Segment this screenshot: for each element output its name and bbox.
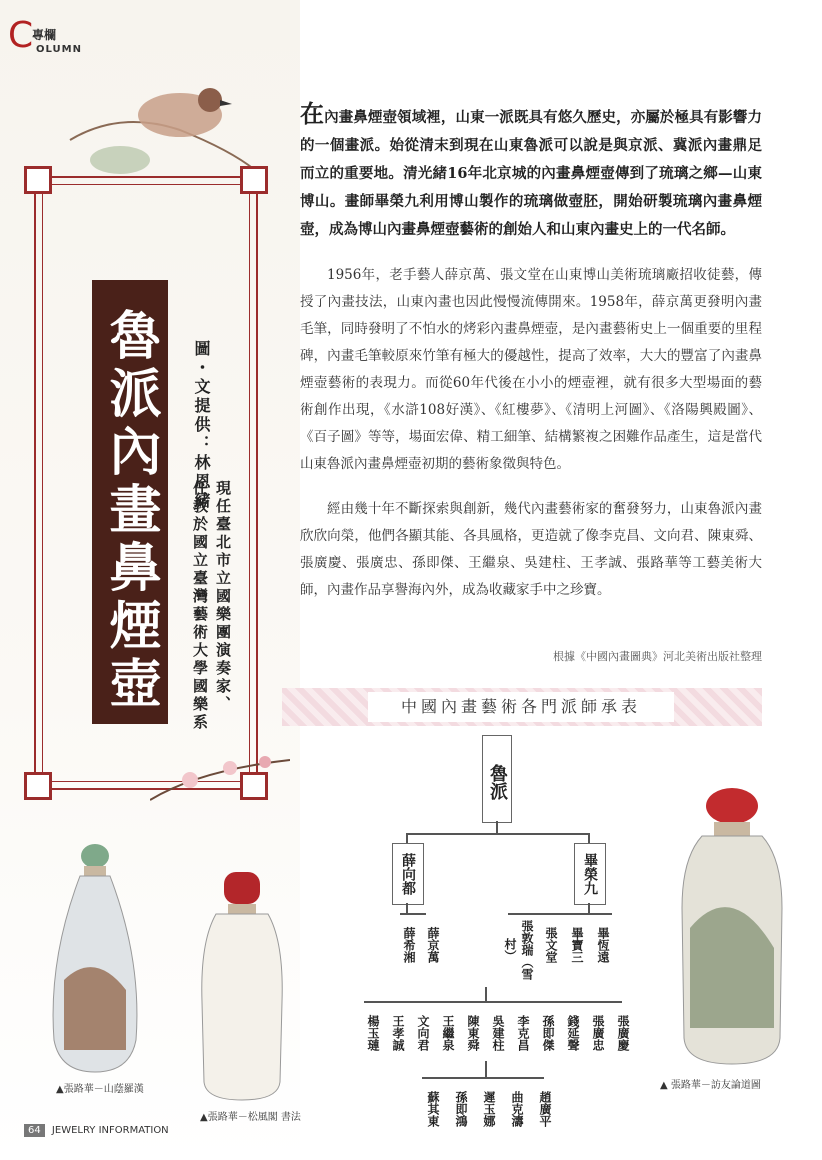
paragraph: 1956年，老手藝人薛京萬、張文堂在山東博山美術琉璃廠招收徒藝，傳授了內畫技法，山東內畫也因此慢慢流傳開來。1958年，薛京萬更發明內畫毛筆，同時發明了不怕水的烤彩內畫鼻煙壺，是內畫藝術史上一個重要的里程碑，內畫毛筆較原來竹筆有極大的優越性，提高了效率，大大的豐富了內畫鼻煙壺藝術的表現力。而從60年代後在小小的煙壺裡，就有很多大型場面的藝術創作出現，《水滸108好漢》、《紅樓夢》、《清明上河圖》、《洛陽興殿圖》、《百子圖》等等，場面宏偉、精工細筆、結構繁複之困難作品產生，這是當代山東魯派內畫鼻煙壺初期的藝術象徵與特色。 [300, 267, 762, 472]
paragraph: 經由幾十年不斷探索與創新，幾代內畫藝術家的奮發努力，山東魯派內畫欣欣向榮，他們各顯其能、各具風格，更造就了像李克昌、文向君、陳東舜、張廣慶、張廣忠、孫即傑、王繼泉、吳建柱、王孝誠、張路華等工藝美術大師，內畫作品享譽海內外，成為收藏家手中之珍寶。 [300, 501, 762, 598]
tree-gen4-node: 趙廣平 [538, 1091, 552, 1127]
tree-line [485, 1061, 487, 1077]
title-panel [92, 280, 168, 724]
lead-text: 內畫鼻煙壺領域裡，山東一派既具有悠久歷史，亦屬於極具有影響力的一個畫派。始從清末到現在山東魯派可以說是與京派、冀派內畫鼎足而立的重要地。清光緒16年北京城的內畫鼻煙壺傳到了琉璃之鄉—山東博山。畫師畢榮九利用博山製作的琉璃做壺胚，開始研製琉璃內畫鼻煙壺，成為博山內畫鼻煙壺藝術的創始人和山東內畫史上的一代名師。 [300, 109, 763, 238]
tree-gen3-node: 張廣忠 [591, 1015, 605, 1051]
tree-line [588, 903, 590, 913]
drop-cap: 在 [300, 99, 325, 128]
lineage-tree [330, 735, 660, 1135]
frame-corner [24, 166, 52, 194]
tree-gen2-right: 畢寶三 [570, 927, 584, 963]
tree-gen3-node: 王繼泉 [441, 1015, 455, 1051]
tree-gen3-node: 吳建柱 [491, 1015, 505, 1051]
plum-blossom-painting [150, 730, 290, 810]
tree-gen4-node: 曲克濤 [510, 1091, 524, 1127]
bird-painting [60, 70, 260, 180]
tree-line [485, 987, 487, 1001]
tree-gen3-node: 陳東舜 [466, 1015, 480, 1051]
author-bio-1: 現任臺北市立國樂團演奏家、 [214, 480, 232, 714]
tree-gen2-left: 薛京萬 [426, 927, 440, 963]
caption-left-bottle: ▲張路華－山蔭羅漢 [56, 1084, 144, 1095]
tree-line [588, 833, 590, 843]
chart-title: 中國內畫藝術各門派師承表 [368, 692, 674, 722]
tree-gen2-right: 張文堂 [544, 927, 558, 963]
tree-line [422, 1077, 544, 1079]
column-letter: C [8, 15, 34, 56]
source-note: 根據《中國內畫圖典》河北美術出版社整理 [553, 650, 762, 663]
article-title: 魯派內畫鼻煙壺 [100, 308, 161, 714]
tree-gen2-left: 薛希湘 [402, 927, 416, 963]
tree-gen3-node: 楊玉璉 [366, 1015, 380, 1051]
snuff-bottle-right [676, 788, 788, 1068]
tree-line [364, 1001, 622, 1003]
article-body [300, 100, 762, 604]
tree-gen3-node: 李克昌 [516, 1015, 530, 1051]
tree-gen3-node: 孫即傑 [541, 1015, 555, 1051]
tree-gen4-node: 孫即鴻 [454, 1091, 468, 1127]
caption-right-bottle: ▲ 張路華－訪友論道圖 [660, 1080, 761, 1091]
tree-gen4-node: 蘇其東 [426, 1091, 440, 1127]
frame-corner [240, 166, 268, 194]
tree-gen1-left: 薛向都 [392, 843, 424, 905]
tree-gen4-node: 遲玉娜 [482, 1091, 496, 1127]
column-label-en: OLUMN [36, 44, 82, 55]
snuff-bottle-middle [196, 872, 288, 1102]
credit-line: 圖・文提供：林恩緒 [192, 340, 211, 511]
author-bio-2: 任教於國立臺灣藝術大學國樂系 [191, 480, 209, 732]
chart-banner [282, 688, 762, 726]
tree-line [406, 833, 408, 843]
page-number: 64 [24, 1124, 45, 1137]
column-tag [8, 16, 108, 60]
tree-gen3-node: 張廣慶 [616, 1015, 630, 1051]
column-label-zh: 專欄 [32, 28, 57, 42]
tree-gen1-right: 畢榮九 [574, 843, 606, 905]
tree-root: 魯派 [482, 735, 512, 823]
tree-gen2-right: 畢恆遠 [596, 927, 610, 963]
tree-gen3-node: 錢延聲 [566, 1015, 580, 1051]
tree-gen2-right: 張敦瑞（雪村） [503, 920, 534, 980]
caption-middle-bottle: ▲張路華－松風閣 書法 [200, 1112, 301, 1123]
page-footer [24, 1124, 169, 1137]
tree-line [406, 903, 408, 913]
tree-line [406, 833, 590, 835]
snuff-bottle-left [40, 840, 150, 1078]
lead-paragraph [300, 100, 762, 244]
tree-line [496, 821, 498, 833]
frame-corner [24, 772, 52, 800]
tree-gen3-node: 文向君 [416, 1015, 430, 1051]
magazine-name: JEWELRY INFORMATION [51, 1125, 169, 1136]
tree-gen3-node: 王孝誠 [391, 1015, 405, 1051]
